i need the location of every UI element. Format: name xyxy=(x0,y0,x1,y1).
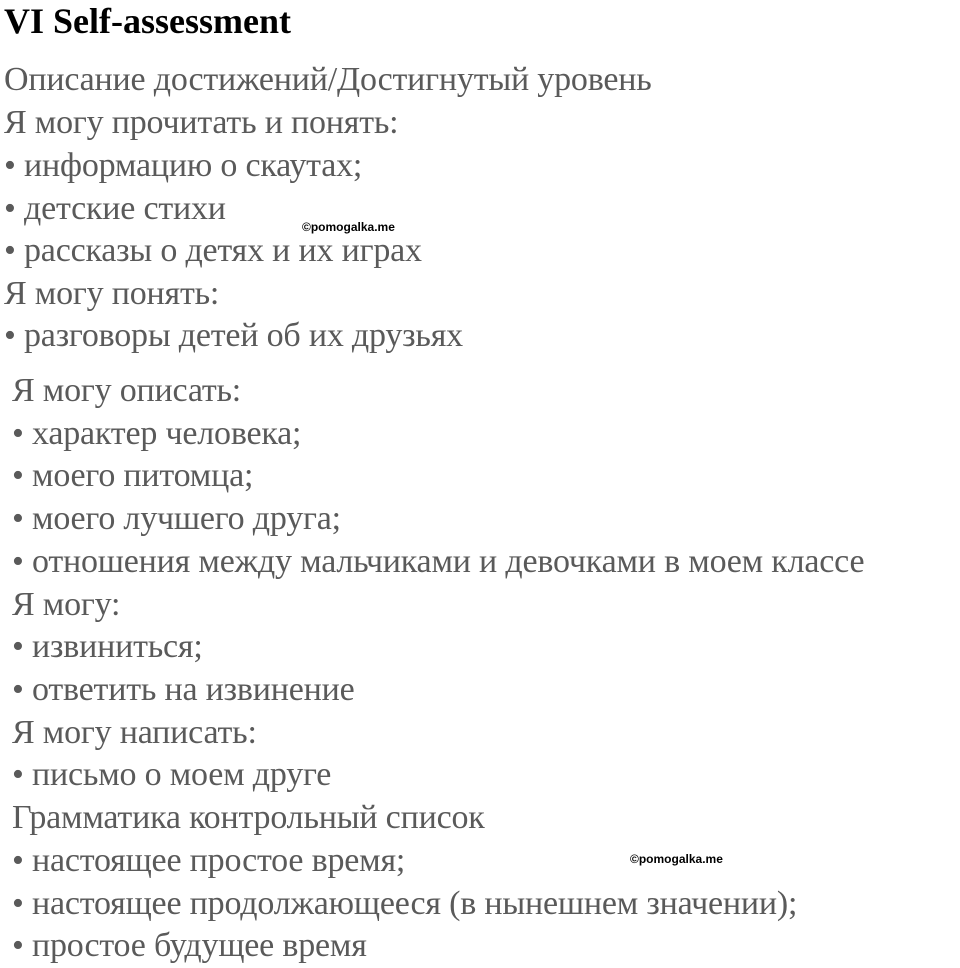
list-item: • характер человека; xyxy=(12,415,302,452)
list-item: • простое будущее время xyxy=(12,927,367,964)
watermark-text: ©pomogalka.me xyxy=(630,852,723,866)
describing-heading: Я могу описать: xyxy=(12,372,242,409)
list-item: • информацию о скаутах; xyxy=(4,147,363,184)
list-item: • моего лучшего друга; xyxy=(12,500,341,537)
list-item: • детские стихи xyxy=(4,190,226,227)
list-item: • письмо о моем друге xyxy=(12,756,332,793)
list-item: • настоящее простое время; xyxy=(12,842,406,879)
can-heading: Я могу: xyxy=(12,586,121,623)
understanding-heading: Я могу понять: xyxy=(4,275,220,312)
list-item: • разговоры детей об их друзьях xyxy=(4,317,463,354)
list-item: • рассказы о детях и их играх xyxy=(4,232,422,269)
list-item: • ответить на извинение xyxy=(12,671,355,708)
reading-heading: Я могу прочитать и понять: xyxy=(4,104,399,141)
achievements-heading: Описание достижений/Достигнутый уровень xyxy=(4,61,652,98)
writing-heading: Я могу написать: xyxy=(12,714,257,751)
list-item: • извиниться; xyxy=(12,628,203,665)
list-item: • моего питомца; xyxy=(12,457,254,494)
section-title: VI Self-assessment xyxy=(4,1,291,41)
list-item: • настоящее продолжающееся (в нынешнем значении); xyxy=(12,885,798,922)
grammar-heading: Грамматика контрольный список xyxy=(12,799,485,836)
watermark-text: ©pomogalka.me xyxy=(302,220,395,234)
list-item: • отношения между мальчиками и девочками в моем классе xyxy=(12,543,865,580)
